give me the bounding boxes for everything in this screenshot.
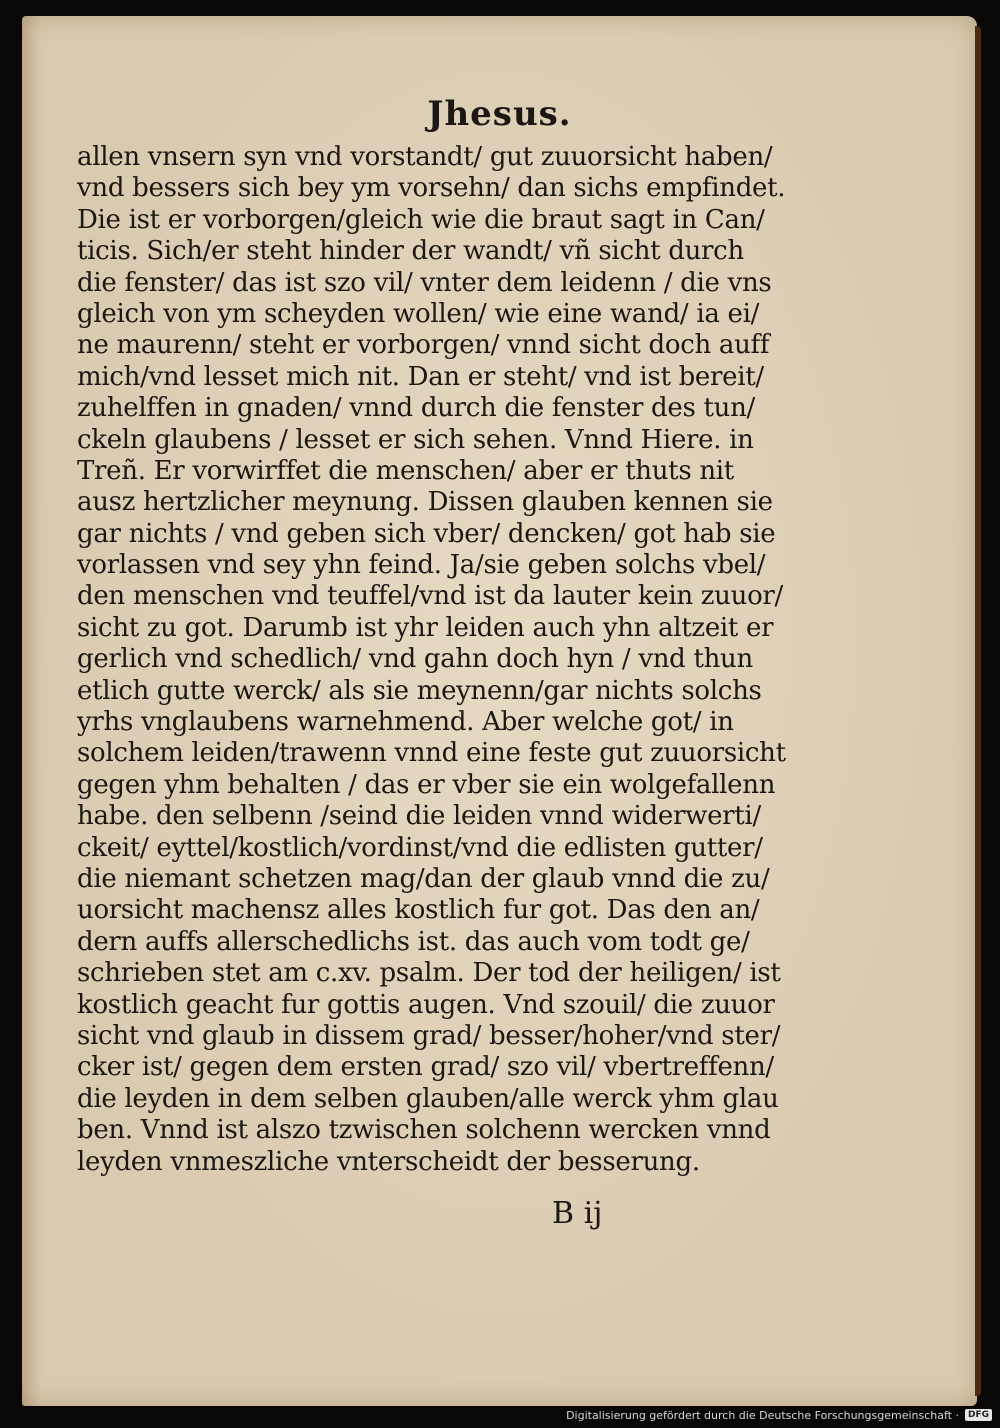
text-line: die niemant schetzen mag/dan der glaub vnnd die zu/: [77, 863, 770, 894]
text-line: sicht vnd glaub in dissem grad/ besser/hoher/vnd ster/: [77, 1020, 781, 1051]
text-line: allen vnsern syn vnd vorstandt/ gut zuuorsicht haben/: [77, 142, 773, 172]
text-line: dern auffs allerschedlichs ist. das auch vom todt ge/: [77, 926, 750, 957]
dfg-logo: DFG: [965, 1409, 992, 1421]
text-line: gegen yhm behalten / das er vber sie ein wolgefallenn: [77, 769, 776, 800]
text-line: kostlich geacht fur gottis augen. Vnd szouil/ die zuuor: [77, 989, 775, 1020]
footer-credit: [566, 1406, 992, 1424]
text-line: ckeln glaubens / lesset er sich sehen. Vnnd Hiere. in: [77, 424, 754, 455]
text-line: ticis. Sich/er steht hinder der wandt/ vñ sicht durch: [77, 236, 744, 267]
text-line: gleich von ym scheyden wollen/ wie eine wand/ ia ei/: [77, 298, 760, 329]
text-line: ausz hertzlicher meynung. Dissen glauben kennen sie: [77, 487, 773, 518]
text-line: etlich gutte werck/ als sie meynenn/gar nichts solchs: [77, 675, 762, 706]
text-line: schrieben stet am c.xv. psalm. Der tod der heiligen/ ist: [77, 958, 781, 989]
text-line: gerlich vnd schedlich/ vnd gahn doch hyn / vnd thun: [77, 644, 753, 675]
text-line: mich/vnd lesset mich nit. Dan er steht/ vnd ist bereit/: [77, 361, 764, 392]
text-line: ben. Vnnd ist alszo tzwischen solchenn wercken vnnd: [77, 1115, 771, 1146]
page-header: Jhesus.: [427, 94, 572, 134]
text-line: solchem leiden/trawenn vnnd eine feste gut zuuorsicht: [77, 738, 786, 769]
signature-mark: B ij: [552, 1196, 603, 1231]
text-line: yrhs vnglaubens warnehmend. Aber welche got/ in: [77, 707, 734, 738]
text-line: habe. den selbenn /seind die leiden vnnd widerwerti/: [77, 801, 761, 832]
footer-text: Digitalisierung gefördert durch die Deutsche Forschungsgemeinschaft ·: [566, 1408, 959, 1422]
body-text: [77, 142, 807, 1178]
page-edge: [975, 26, 981, 1396]
text-line: die fenster/ das ist szo vil/ vnter dem leidenn / die vns: [77, 267, 772, 298]
text-line: sicht zu got. Darumb ist yhr leiden auch yhn altzeit er: [77, 612, 774, 643]
text-line: leyden vnmeszliche vnterscheidt der besserung.: [77, 1146, 700, 1177]
text-line: vnd bessers sich bey ym vorsehn/ dan sichs empfindet.: [77, 173, 786, 204]
text-line: ckeit/ eyttel/kostlich/vordinst/vnd die edlisten gutter/: [77, 832, 763, 863]
text-line: uorsicht machensz alles kostlich fur got. Das den an/: [77, 895, 760, 926]
text-line: die leyden in dem selben glauben/alle werck yhm glau: [77, 1083, 779, 1114]
text-line: vorlassen vnd sey yhn feind. Ja/sie geben solchs vbel/: [77, 550, 766, 581]
text-line: ne maurenn/ steht er vorborgen/ vnnd sicht doch auff: [77, 330, 770, 361]
text-line: Treñ. Er vorwirffet die menschen/ aber er thuts nit: [77, 455, 734, 486]
text-line: den menschen vnd teuffel/vnd ist da lauter kein zuuor/: [77, 581, 784, 612]
text-line: gar nichts / vnd geben sich vber/ dencken/ got hab sie: [77, 518, 776, 549]
text-line: zuhelffen in gnaden/ vnnd durch die fenster des tun/: [77, 393, 755, 424]
text-line: Die ist er vorborgen/gleich wie die braut sagt in Can/: [77, 204, 765, 235]
text-line: cker ist/ gegen dem ersten grad/ szo vil/ vbertreffenn/: [77, 1052, 774, 1083]
book-page: [22, 16, 977, 1406]
